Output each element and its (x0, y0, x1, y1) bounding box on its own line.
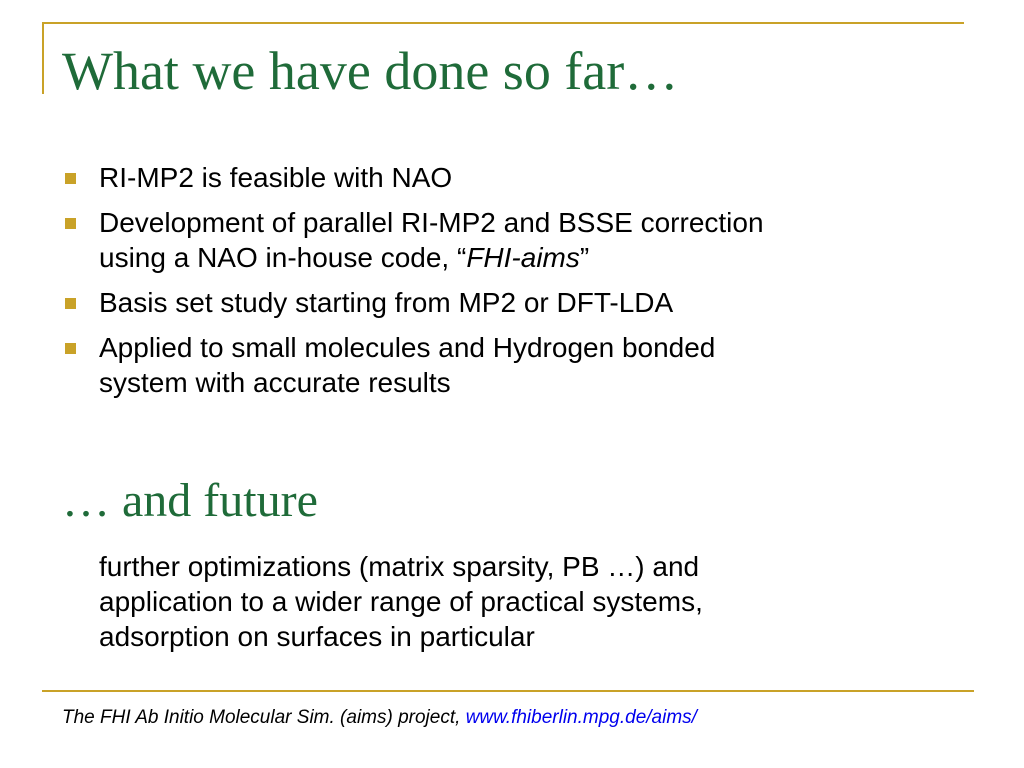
frame-left-rule (42, 22, 44, 94)
bullet-text: Basis set study starting from MP2 or DFT-LDA (99, 287, 674, 318)
future-paragraph (99, 549, 889, 654)
bullet-text-line2: system with accurate results (99, 367, 451, 398)
future-line-1: further optimizations (matrix sparsity, PB …) and (99, 551, 700, 582)
future-line-2: application to a wider range of practical systems, (99, 586, 703, 617)
square-bullet-icon (65, 343, 76, 354)
bullet-text-line1: Applied to small molecules and Hydrogen bonded (99, 332, 716, 363)
square-bullet-icon (65, 173, 76, 184)
square-bullet-icon (65, 298, 76, 309)
fhi-aims-name: FHI-aims (466, 242, 580, 273)
square-bullet-icon (65, 218, 76, 229)
footer-link[interactable]: www.fhiberlin.mpg.de/aims/ (465, 707, 697, 728)
bullet-list (62, 160, 942, 410)
bullet-item-development (62, 205, 942, 275)
section-subtitle: … and future (62, 474, 318, 527)
footer-rule (42, 690, 974, 692)
bullet-text-line1: Development of parallel RI-MP2 and BSSE correction (99, 207, 764, 238)
bullet-item-rimp2-feasible (62, 160, 942, 195)
footer-text: The FHI Ab Initio Molecular Sim. (aims) project, (62, 707, 466, 728)
bullet-text-line2-pre: using a NAO in-house code, “ (99, 242, 467, 273)
bullet-text-line2-post: ” (579, 242, 590, 273)
bullet-item-basis-set (62, 285, 942, 320)
bullet-text: RI-MP2 is feasible with NAO (99, 162, 453, 193)
bullet-item-applied (62, 330, 942, 400)
future-line-3: adsorption on surfaces in particular (99, 621, 535, 652)
slide-title: What we have done so far… (62, 41, 679, 101)
frame-top-rule (42, 22, 964, 24)
footer (62, 706, 697, 730)
